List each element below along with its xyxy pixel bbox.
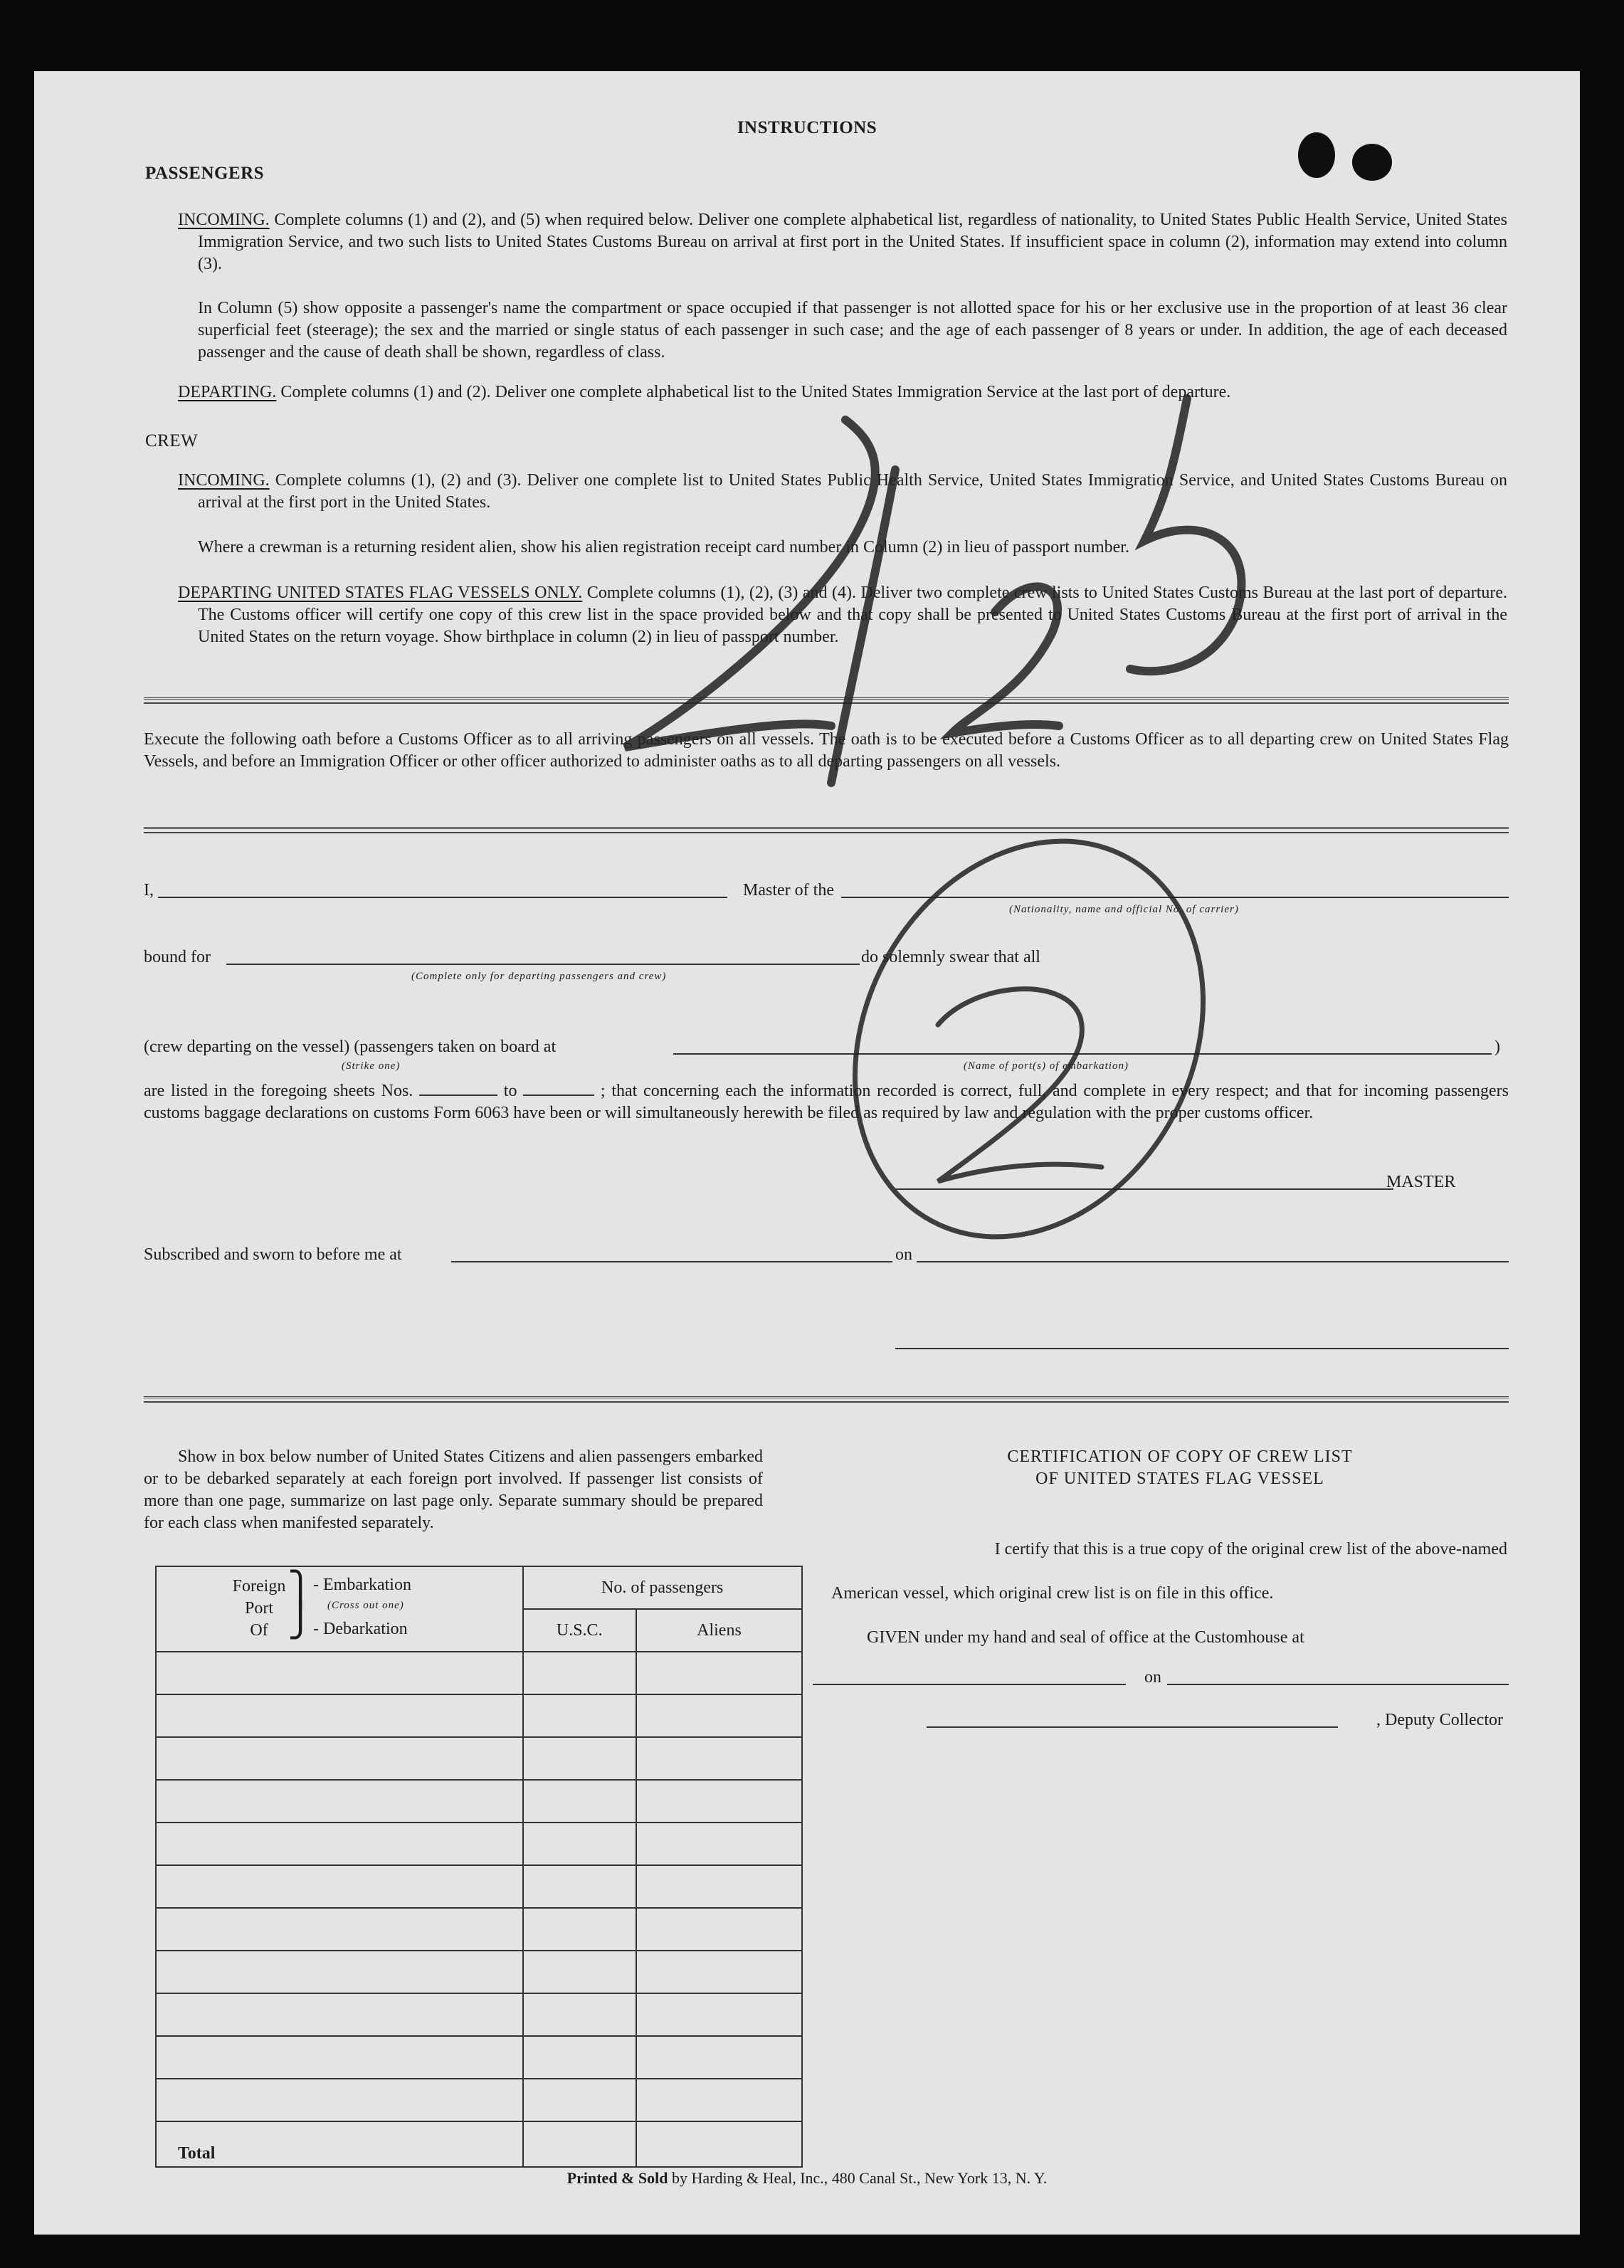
debarkation-label: - Debarkation — [313, 1620, 408, 1638]
subscribed-on-label: on — [895, 1245, 912, 1264]
swear-text: do solemnly swear that all — [861, 948, 1040, 966]
aliens-header: Aliens — [636, 1609, 802, 1652]
certification-title-line1: CERTIFICATION OF COPY OF CREW LIST — [1007, 1447, 1353, 1466]
cross-out-hint: (Cross out one) — [327, 1600, 404, 1611]
listed-to: to — [503, 1082, 517, 1100]
crew-heading: CREW — [145, 431, 199, 450]
circled-two-strokes — [788, 780, 1270, 1298]
crew-resident-paragraph: Where a crewman is a returning resident alien, show his alien registration receipt card number in Column (2) in lieu of passport number. — [198, 538, 1129, 557]
nationality-hint: (Nationality, name and official No. of carrier) — [1009, 904, 1239, 915]
handwriting-marks — [34, 71, 1580, 2235]
ink-blot-icon — [1298, 132, 1335, 178]
passengers-column5-paragraph: In Column (5) show opposite a passenger's name the compartment or space occupied if that passenger is not allotted space for his or her exclusive use in the proportion of at least 36 clear superficial feet (steerage); the sex and the married or single status of each passenger in such case; and the age of each passenger of 8 years or under. In addition, the age of each deceased passenger and the cause of death shall be shown, regardless of class. — [198, 299, 1507, 362]
crew-incoming-text: Complete columns (1), (2) and (3). Deliver one complete list to United States Public Health Service, United States Immigration Service, and United States Customs Bureau on arrival at the first port in the United States. — [198, 471, 1507, 512]
i-label: I, — [144, 881, 154, 900]
passengers-incoming-label: INCOMING. — [178, 211, 270, 229]
printed-sold: Printed & Sold — [566, 2169, 668, 2187]
bound-for-label: bound for — [144, 948, 211, 966]
american-vessel-line: American vessel, which original crew list is on file in this office. — [831, 1584, 1274, 1603]
document-sheet — [34, 71, 1580, 2235]
total-label: Total — [156, 2121, 523, 2167]
certify-line: I certify that this is a true copy of the original crew list of the above-named — [994, 1540, 1507, 1558]
listed-text-b: ; that concerning each the information recorded is correct, full, and complete in every respect; and that for incoming passengers customs baggage declarations on customs Form 6063 have been or will simultaneously herewith be filed as required by law and regulation with the proper customs officer. — [144, 1082, 1509, 1122]
certification-title-line2: OF UNITED STATES FLAG VESSEL — [1035, 1470, 1324, 1488]
pencil-number-strokes — [625, 399, 1241, 783]
crew-departing-text: Complete columns (1), (2), (3) and (4). Deliver two complete crew lists to United States Customs Bureau at the last port of departure. The Customs officer will certify one copy of this crew list in the space provided below and that copy shall be presented to United States Customs Bureau at the first port of arrival in the United States on the return voyage. Show birthplace in column (2) in lieu of passport number. — [198, 584, 1508, 646]
summary-text: Show in box below number of United States Citizens and alien passengers embarked or to be debarked separately at each foreign port involved. If passenger list consists of more than one page, summarize on last page only. Separate summary should be prepared for each class when manifested separately. — [144, 1447, 763, 1532]
close-paren: ) — [1494, 1038, 1500, 1056]
brace-bottom-icon: ⎭ — [288, 1600, 313, 1640]
no-of-passengers-header: No. of passengers — [523, 1566, 803, 1609]
strike-hint: (Strike one) — [342, 1060, 401, 1072]
bound-for-hint: (Complete only for departing passengers and crew) — [411, 971, 667, 982]
subscribed-label: Subscribed and sworn to before me at — [144, 1245, 402, 1264]
printer-address: by Harding & Heal, Inc., 480 Canal St., New York 13, N. Y. — [671, 2169, 1048, 2187]
deputy-collector-label: , Deputy Collector — [1376, 1711, 1503, 1729]
crew-departing-label: DEPARTING UNITED STATES FLAG VESSELS ONLY. — [178, 584, 583, 602]
master-label: MASTER — [1386, 1173, 1456, 1191]
usc-header: U.S.C. — [523, 1609, 636, 1652]
of-label: Of — [250, 1621, 268, 1640]
ports-hint: (Name of port(s) of embarkation) — [964, 1060, 1129, 1072]
passengers-departing-text: Complete columns (1) and (2). Deliver one complete alphabetical list to the United States Immigration Service at the last port of departure. — [280, 383, 1231, 401]
given-line: GIVEN under my hand and seal of office at the Customhouse at — [867, 1628, 1304, 1647]
oath-intro: Execute the following oath before a Customs Officer as to all arriving passengers on all vessels. The oath is to be executed before a Customs Officer as to all departing crew on United States Flag Vessels, and before an Immigration Officer or other officer authorized to administer oaths as to all departing passengers on all vessels. — [144, 730, 1509, 771]
listed-text-a: are listed in the foregoing sheets Nos. — [144, 1082, 413, 1100]
crew-passengers-text: (crew departing on the vessel) (passengers taken on board at — [144, 1038, 557, 1056]
foreign-label: Foreign — [232, 1577, 286, 1595]
certification-on-label: on — [1144, 1668, 1161, 1687]
crew-incoming-label: INCOMING. — [178, 471, 270, 490]
instructions-title: INSTRUCTIONS — [737, 118, 877, 137]
brace-top-icon: ⎫ — [288, 1570, 313, 1610]
master-of-the-label: Master of the — [743, 881, 834, 900]
port-label: Port — [244, 1599, 273, 1618]
ink-blot-icon — [1352, 144, 1392, 181]
passengers-heading: PASSENGERS — [145, 164, 265, 183]
passengers-departing-label: DEPARTING. — [178, 383, 277, 401]
embarkation-label: - Embarkation — [313, 1576, 411, 1594]
passengers-incoming-text: Complete columns (1) and (2), and (5) when required below. Deliver one complete alphabetical list, regardless of nationality, to United States Public Health Service, United States Immigration Service, and two such lists to United States Customs Bureau on arrival at first port in the United States. If insufficient space in column (2), information may extend into column (3). — [198, 211, 1507, 273]
